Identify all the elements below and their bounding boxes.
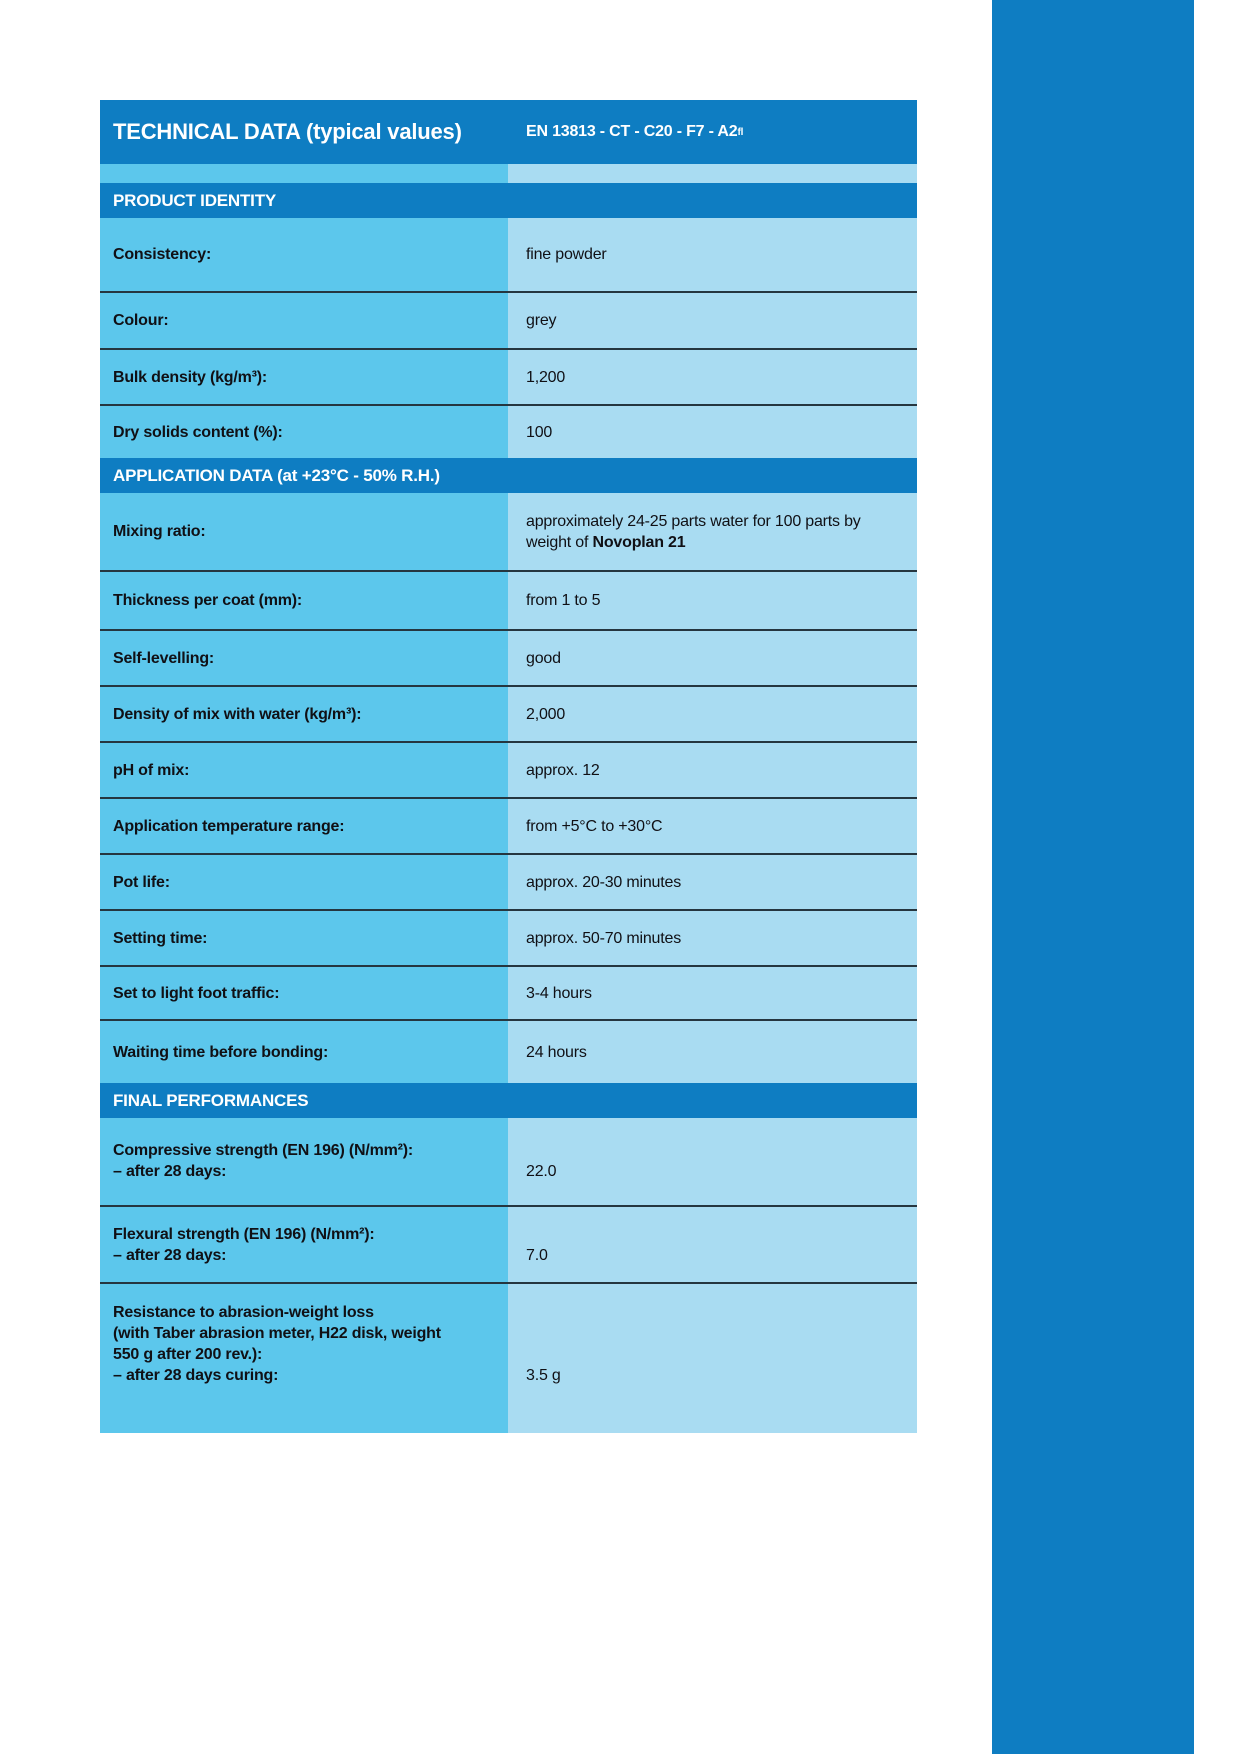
row-value: 2,000 — [508, 687, 917, 741]
row-value: 100 — [508, 406, 917, 458]
row-value: fine powder — [508, 218, 917, 291]
section-heading-label: APPLICATION DATA (at +23°C - 50% R.H.) — [113, 465, 440, 485]
row-label: Dry solids content (%): — [100, 406, 508, 458]
row-label: Density of mix with water (kg/m³): — [100, 687, 508, 741]
row-label: Set to light foot traffic: — [100, 967, 508, 1019]
row-bulk-density — [100, 348, 917, 404]
technical-data-table — [100, 100, 917, 1433]
row-colour — [100, 291, 917, 348]
row-set-to-light-foot-traffic — [100, 965, 917, 1019]
row-density-of-mix — [100, 685, 917, 741]
row-mixing-ratio — [100, 493, 917, 570]
row-value: good — [508, 631, 917, 685]
section-heading-bar — [100, 1083, 917, 1118]
table-title: TECHNICAL DATA (typical values) — [113, 119, 462, 144]
strip-right-column — [508, 164, 917, 183]
row-ph-of-mix — [100, 741, 917, 797]
section-rows — [100, 493, 917, 1083]
row-self-levelling — [100, 629, 917, 685]
row-label: Setting time: — [100, 911, 508, 965]
section-product-identity — [100, 183, 917, 458]
row-value: approx. 12 — [508, 743, 917, 797]
standard-reference-subscript: fl — [737, 126, 744, 138]
row-value: 3-4 hours — [508, 967, 917, 1019]
row-label: Bulk density (kg/m³): — [100, 350, 508, 404]
row-label: Colour: — [100, 293, 508, 348]
row-flexural-strength — [100, 1205, 917, 1282]
row-consistency — [100, 218, 917, 291]
row-label: Pot life: — [100, 855, 508, 909]
row-waiting-time-before-bonding — [100, 1019, 917, 1083]
row-value: approx. 50-70 minutes — [508, 911, 917, 965]
row-setting-time — [100, 909, 917, 965]
row-thickness-per-coat — [100, 570, 917, 629]
row-label: Flexural strength (EN 196) (N/mm²): – after 28 days: — [100, 1207, 508, 1282]
standard-reference — [526, 100, 743, 164]
section-rows — [100, 218, 917, 458]
row-label: Mixing ratio: — [100, 493, 508, 570]
row-label: Compressive strength (EN 196) (N/mm²): – after 28 days: — [100, 1118, 508, 1205]
row-label: Application temperature range: — [100, 799, 508, 853]
row-value: 1,200 — [508, 350, 917, 404]
section-heading-bar — [100, 458, 917, 493]
two-tone-strip — [100, 164, 917, 183]
row-value: approximately 24-25 parts water for 100 parts by weight of Novoplan 21 — [508, 493, 917, 570]
row-dry-solids — [100, 404, 917, 458]
section-rows — [100, 1118, 917, 1433]
row-pot-life — [100, 853, 917, 909]
row-value: 24 hours — [508, 1021, 917, 1083]
row-value: 3.5 g — [508, 1284, 917, 1433]
row-abrasion-resistance — [100, 1282, 917, 1433]
section-heading-label: FINAL PERFORMANCES — [113, 1090, 309, 1110]
section-final-performances — [100, 1083, 917, 1433]
row-label: Consistency: — [100, 218, 508, 291]
row-application-temperature-range — [100, 797, 917, 853]
section-heading-bar — [100, 183, 917, 218]
row-value: from 1 to 5 — [508, 572, 917, 629]
section-heading-label: PRODUCT IDENTITY — [113, 190, 277, 210]
standard-reference-text: EN 13813 - CT - C20 - F7 - A2 — [526, 123, 738, 140]
row-label: Self-levelling: — [100, 631, 508, 685]
row-label: Waiting time before bonding: — [100, 1021, 508, 1083]
row-value: approx. 20-30 minutes — [508, 855, 917, 909]
right-accent-bar — [992, 0, 1194, 1754]
row-label: Resistance to abrasion-weight loss (with Taber abrasion meter, H22 disk, weight 550 g after 200 rev.): – after 28 days curing: — [100, 1284, 508, 1433]
table-header — [100, 100, 917, 164]
strip-left-column — [100, 164, 508, 183]
row-label: pH of mix: — [100, 743, 508, 797]
row-value: grey — [508, 293, 917, 348]
row-value: 22.0 — [508, 1118, 917, 1205]
row-compressive-strength — [100, 1118, 917, 1205]
row-label: Thickness per coat (mm): — [100, 572, 508, 629]
row-value: from +5°C to +30°C — [508, 799, 917, 853]
section-application-data — [100, 458, 917, 1083]
row-value: 7.0 — [508, 1207, 917, 1282]
